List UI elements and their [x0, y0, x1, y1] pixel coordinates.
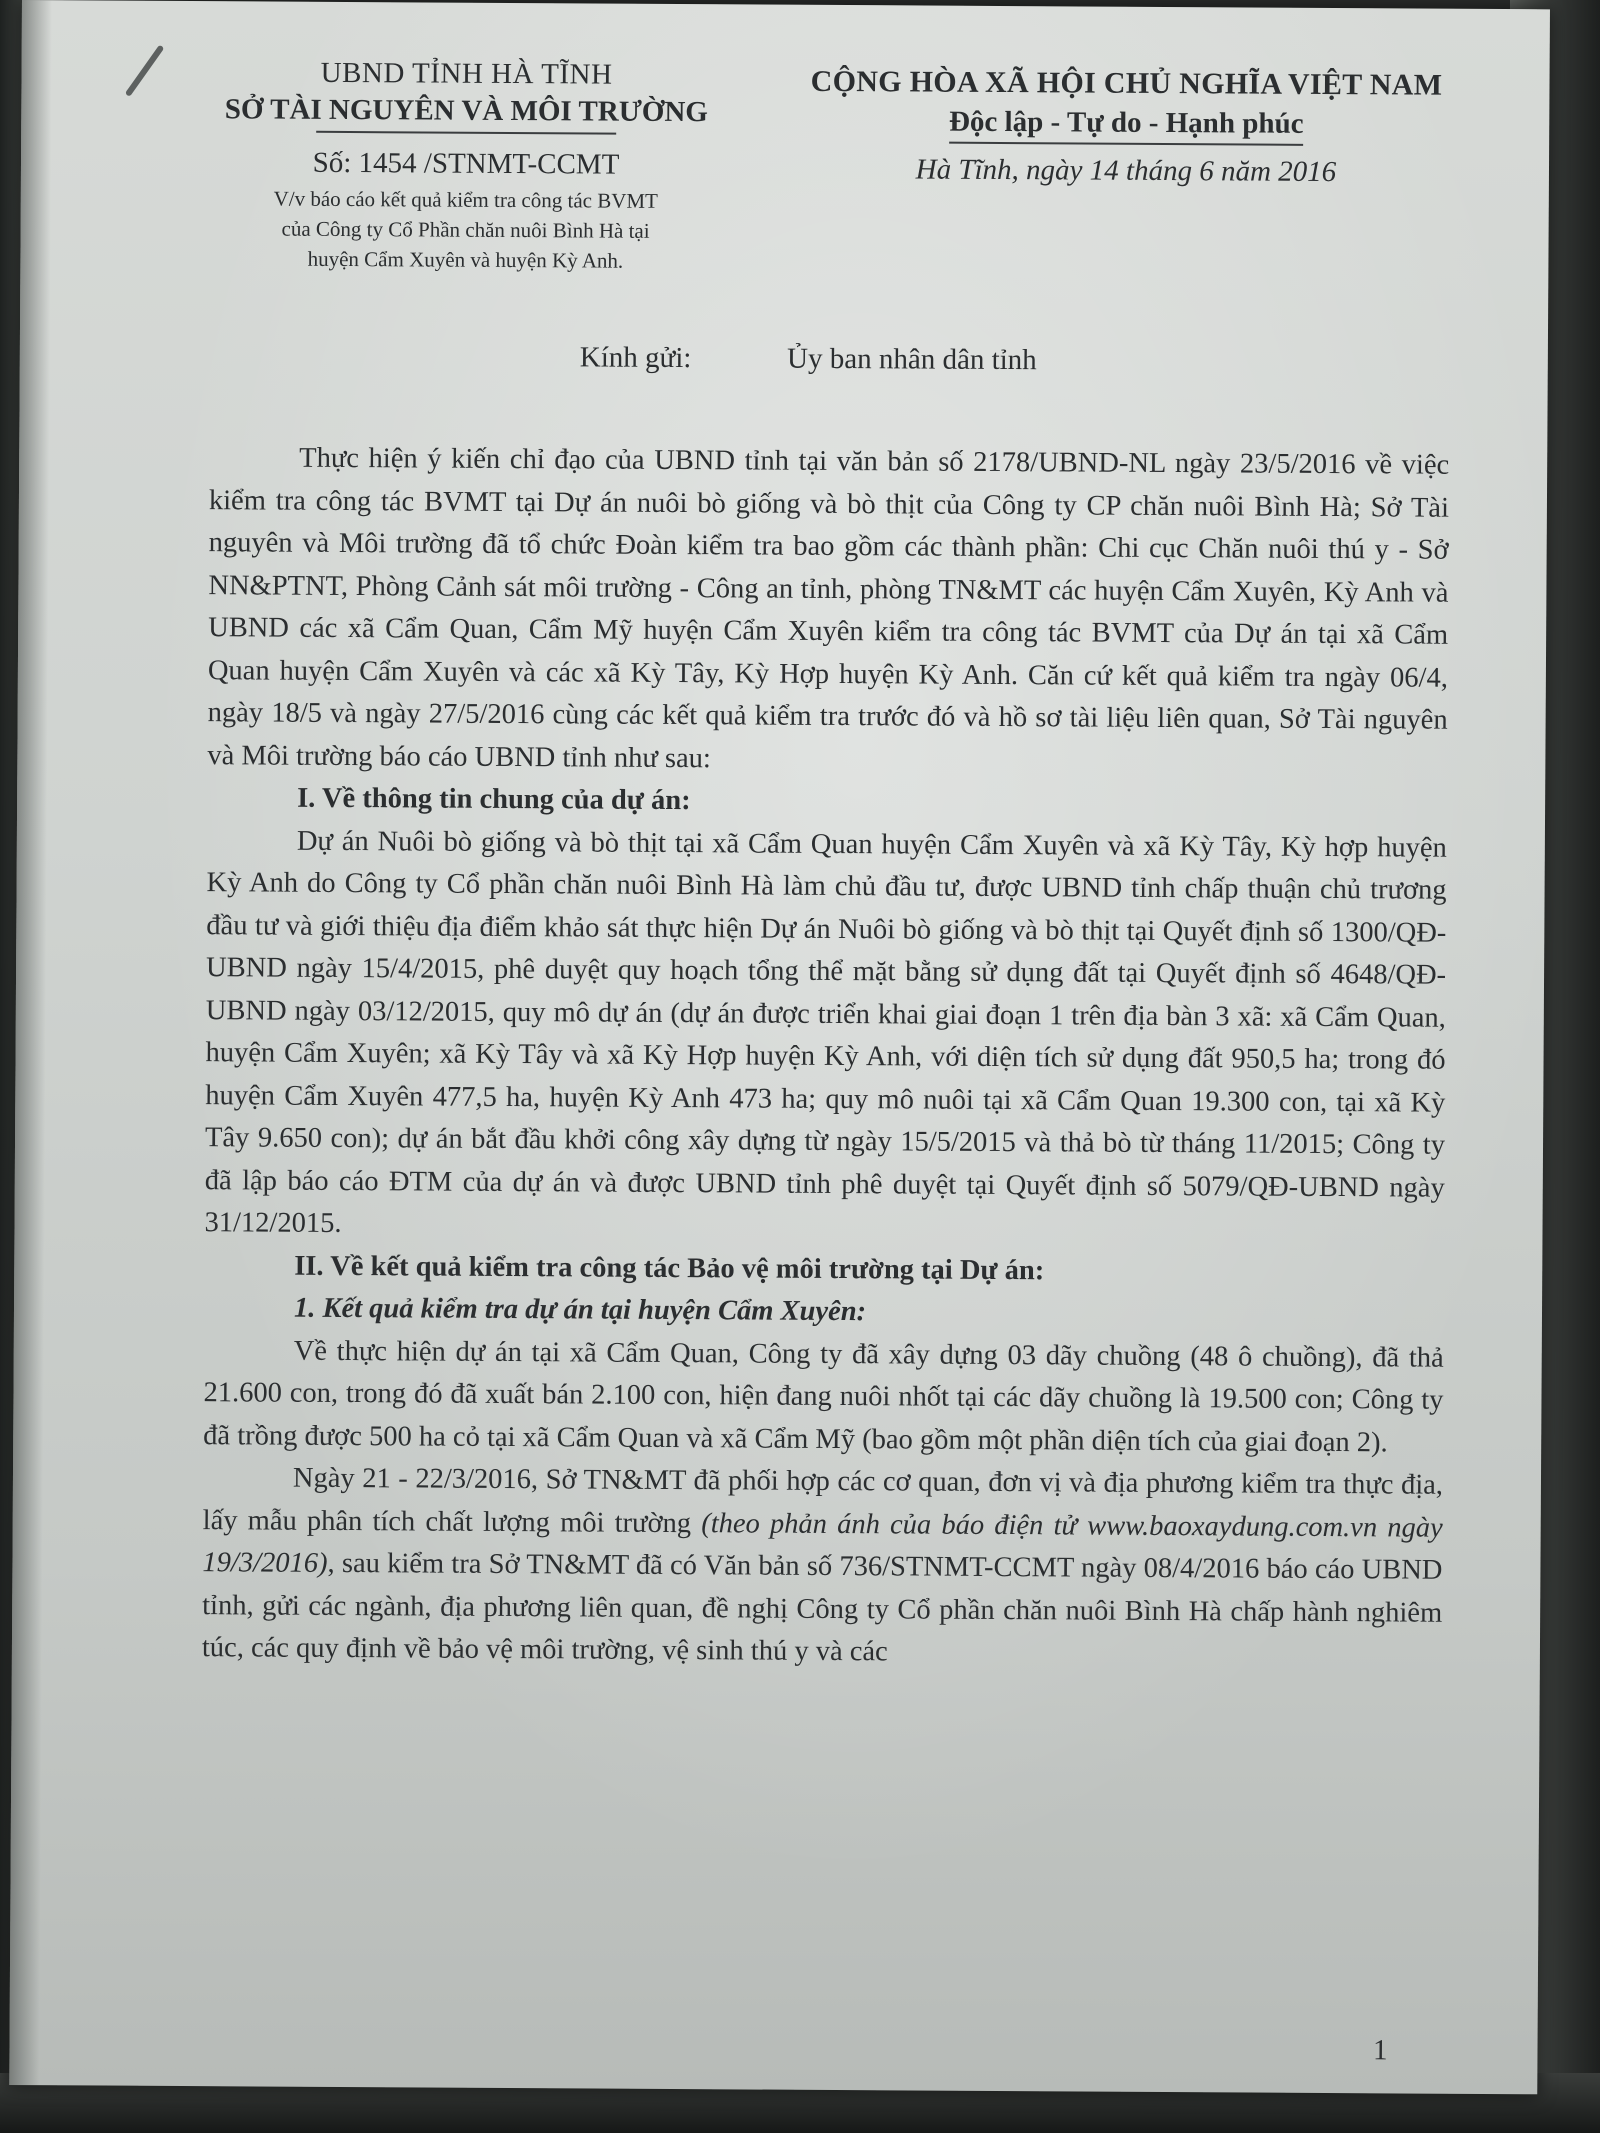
- inspection-paragraph: [202, 1457, 1443, 1677]
- page-number: 1: [1372, 2034, 1388, 2067]
- document-subject: [155, 183, 776, 277]
- subject-line: V/v báo cáo kết quả kiểm tra công tác BVMT: [273, 186, 658, 213]
- recipient-label: Kính gửi:: [579, 341, 692, 375]
- issuing-agency-block: [155, 56, 776, 277]
- parent-organization: UBND TỈNH HÀ TĨNH: [320, 56, 613, 91]
- national-motto: Độc lập - Tự do - Hạnh phúc: [949, 106, 1304, 146]
- organization-name: SỞ TÀI NGUYÊN VÀ MÔI TRƯỜNG: [224, 93, 708, 129]
- subject-line: của Công ty Cổ Phần chăn nuôi Bình Hà tại: [281, 216, 650, 243]
- document-body: [202, 437, 1450, 1677]
- national-title: CỘNG HÒA XÃ HỘI CHỦ NGHĨA VIỆT NAM: [810, 64, 1443, 102]
- inspection-text-end: , sau kiểm tra Sở TN&MT đã có Văn bản số 736/STNMT-CCMT ngày 08/4/2016 báo cáo UBND tỉnh, gửi các ngành, địa phương liên quan, đề nghị Công ty Cổ phần chăn nuôi Bình Hà chấp hành nghiêm túc, các quy định về bảo vệ môi trường, vệ sinh thú y và các: [201, 1547, 1443, 1668]
- subject-line: huyện Cẩm Xuyên và huyện Kỳ Anh.: [307, 246, 624, 273]
- section-1-paragraph: Dự án Nuôi bò giống và bò thịt tại xã Cẩm Quan huyện Cẩm Xuyên và xã Kỳ Tây, Kỳ hợp huyện Kỳ Anh do Công ty Cổ phần chăn nuôi Bình Hà làm chủ đầu tư, được UBND tỉnh chấp thuận chủ trương đầu tư và giới thiệu địa điểm khảo sát thực hiện Dự án Nuôi bò giống và bò thịt tại Quyết định số 1300/QĐ-UBND ngày 15/4/2015, phê duyệt quy hoạch tổng thể mặt bằng sử dụng đất tại Quyết định số 4648/QĐ-UBND ngày 03/12/2015, quy mô dự án (dự án được triển khai giai đoạn 1 trên địa bàn 3 xã: xã Cẩm Quan, huyện Cẩm Xuyên; xã Kỳ Tây và xã Kỳ Hợp huyện Kỳ Anh, với diện tích sử dụng đất 950,5 ha; trong đó huyện Cẩm Xuyên 477,5 ha, huyện Kỳ Anh 473 ha; quy mô nuôi tại xã Cẩm Quan 19.300 con, tại xã Kỳ Tây 9.650 con); dự án bắt đầu khởi công xây dựng từ ngày 15/5/2015 và thả bò từ tháng 11/2015; Công ty đã lập báo cáo ĐTM của dự án và được UBND tỉnh phê duyệt tại Quyết định số 5079/QĐ-UBND ngày 31/12/2015.: [204, 825, 1447, 1239]
- subsection-1-heading: 1. Kết quả kiểm tra dự án tại huyện Cẩm Xuyên:: [293, 1292, 867, 1328]
- document-page: [9, 0, 1550, 2094]
- document-number: Số: 1454 /STNMT-CCMT: [312, 146, 620, 181]
- inspection-text-start: Ngày 21 - 22/3/2016, Sở TN&MT đã phối hợp các cơ quan, đơn vị và địa phương kiểm tra thực địa, lấy mẫu phân tích chất lượng môi trường: [202, 1462, 1444, 1539]
- recipient-name: Ủy ban nhân dân tỉnh: [786, 342, 1037, 377]
- national-header-block: [761, 65, 1492, 190]
- inspection-citation: (theo phản ánh của báo điện tử www.baoxaydung.com.vn ngày 19/3/2016): [202, 1507, 1443, 1579]
- section-1-heading: I. Về thông tin chung của dự án:: [297, 782, 691, 817]
- place-and-date: Hà Tĩnh, ngày 14 tháng 6 năm 2016: [915, 153, 1337, 189]
- section-2-heading: II. Về kết quả kiểm tra công tác Bảo vệ môi trường tại Dự án:: [294, 1250, 1045, 1286]
- intro-paragraph: Thực hiện ý kiến chỉ đạo của UBND tỉnh tại văn bản số 2178/UBND-NL ngày 23/5/2016 về việc kiểm tra công tác BVMT tại Dự án nuôi bò giống và bò thịt của Công ty CP chăn nuôi Bình Hà; Sở Tài nguyên và Môi trường đã tổ chức Đoàn kiểm tra bao gồm các thành phần: Chi cục Chăn nuôi thú y - Sở NN&PTNT, Phòng Cảnh sát môi trường - Công an tỉnh, phòng TN&MT các huyện Cẩm Xuyên, Kỳ Anh và UBND các xã Cẩm Quan, Cẩm Mỹ huyện Cẩm Xuyên kiểm tra công tác BVMT của Dự án tại xã Cẩm Quan huyện Cẩm Xuyên và các xã Kỳ Tây, Kỳ Hợp huyện Kỳ Anh. Căn cứ kết quả kiểm tra ngày 06/4, ngày 18/5 và ngày 27/5/2016 cùng các kết quả kiểm tra trước đó và hồ sơ tài liệu liên quan, Sở Tài nguyên và Môi trường báo cáo UBND tỉnh như sau:: [207, 442, 1450, 774]
- recipient-line: [580, 341, 1037, 377]
- subsection-1-paragraph: Về thực hiện dự án tại xã Cẩm Quan, Công ty đã xây dựng 03 dãy chuồng (48 ô chuồng), đã thả 21.600 con, trong đó đã xuất bán 2.100 con, hiện đang nuôi nhốt tại các dãy chuồng là 19.500 con; Công ty đã trồng được 500 ha cỏ tại xã Cẩm Quan và xã Cẩm Mỹ (bao gồm một phần diện tích của giai đoạn 2).: [203, 1335, 1444, 1458]
